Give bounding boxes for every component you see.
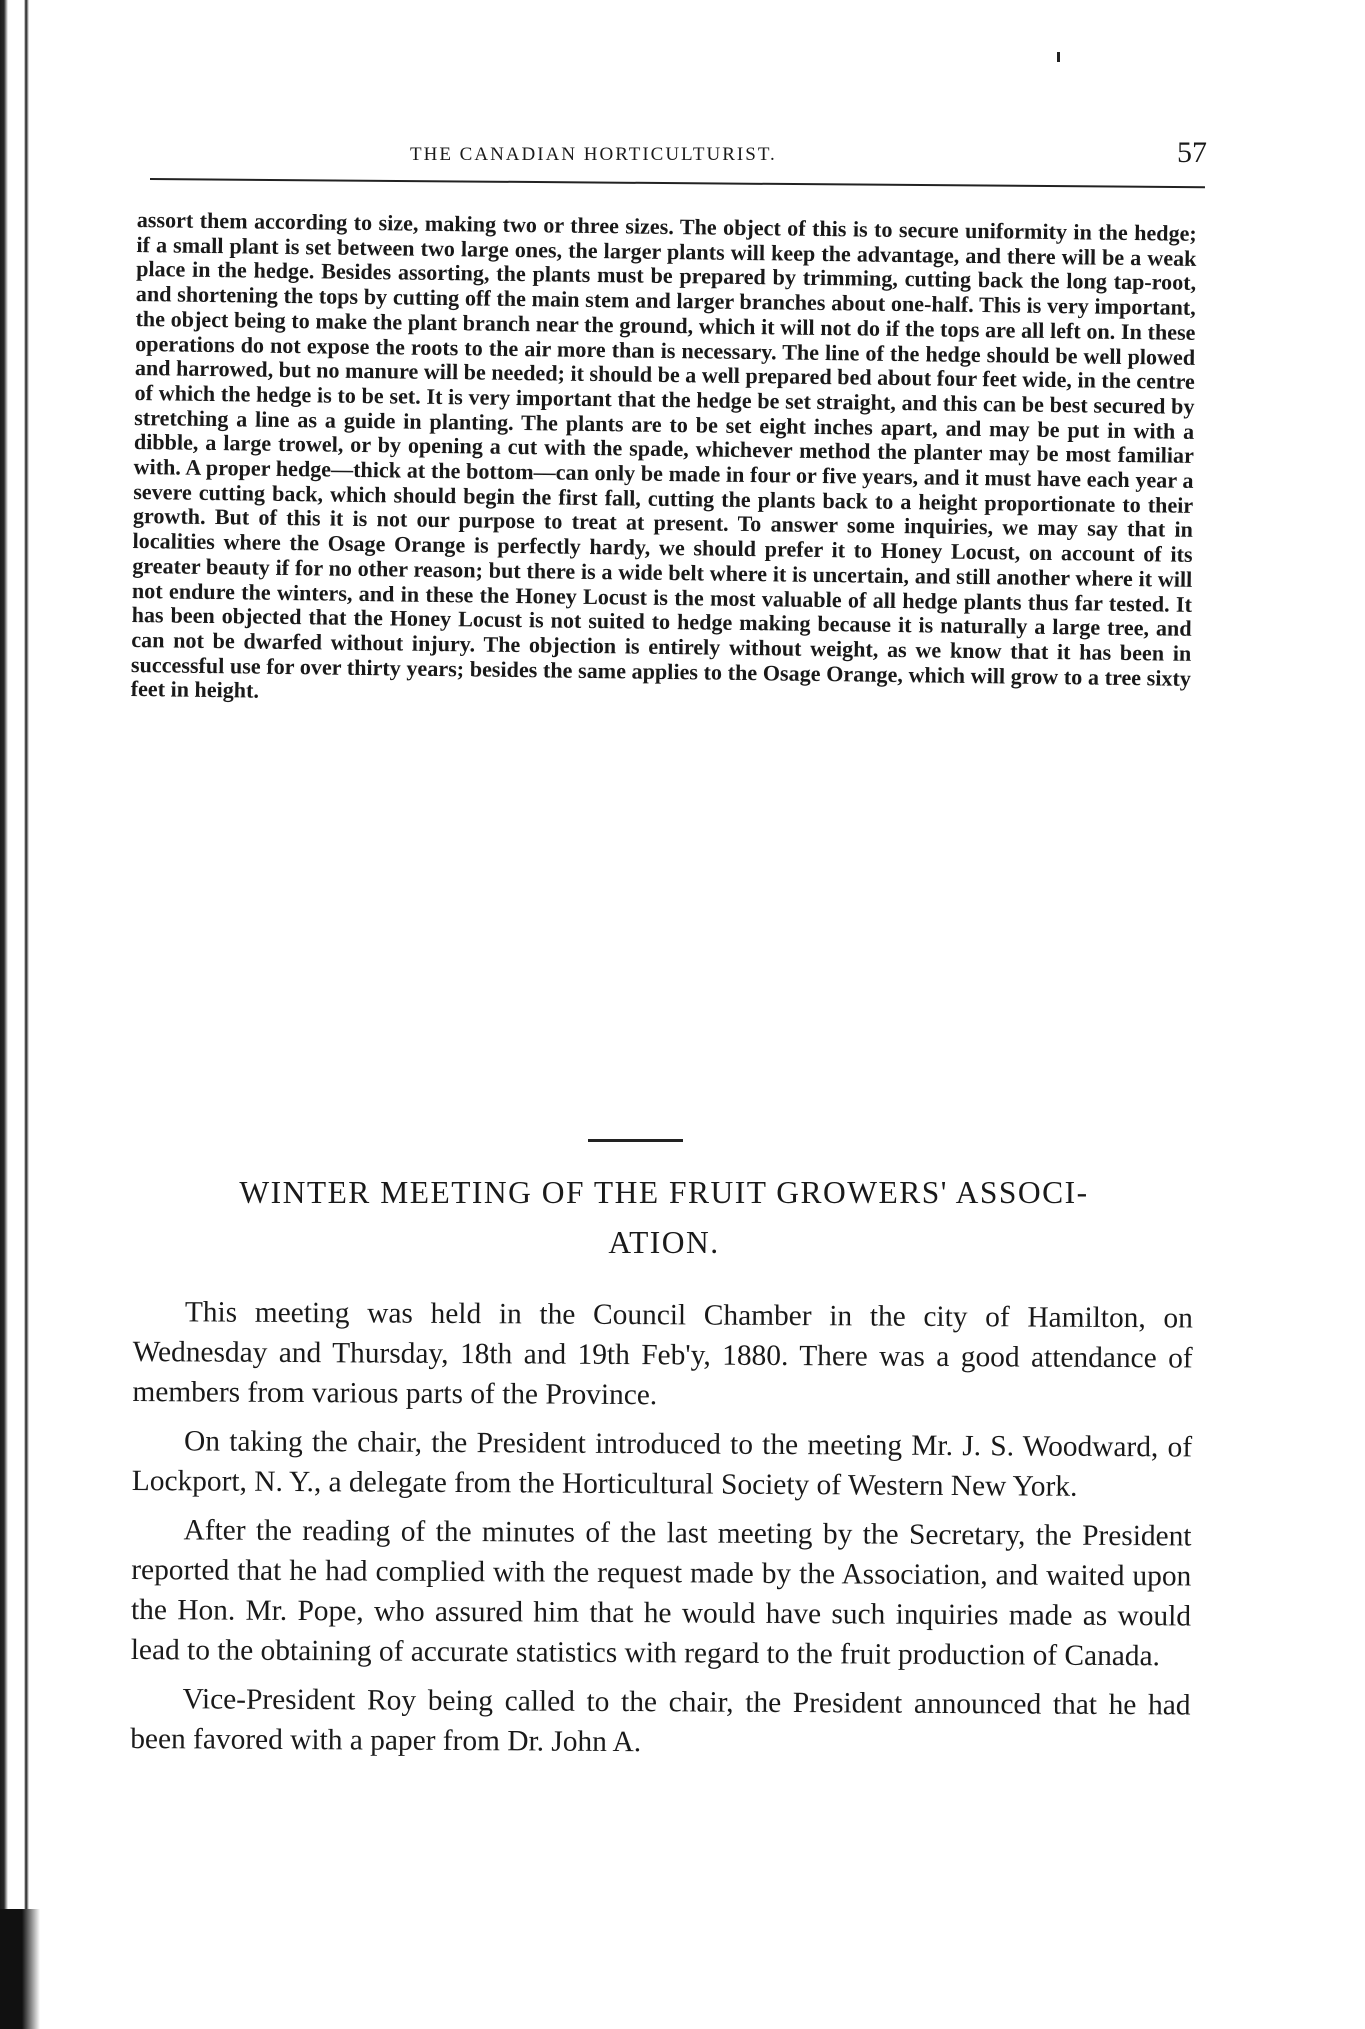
running-head: [145, 136, 1207, 176]
header-rule: [150, 178, 1205, 188]
print-mark: [1057, 52, 1060, 62]
section-heading-line-1: WINTER MEETING OF THE FRUIT GROWERS' ASSOCI-: [239, 1175, 1089, 1210]
continued-article: [131, 208, 1197, 716]
section-paragraph-2: On taking the chair, the President introduced to the meeting Mr. J. S. Woodward, of Lockport, N. Y., a delegate from the Horticultural Society of Western New York.: [131, 1425, 1193, 1503]
section-paragraph-4: Vice-President Roy being called to the chair, the President announced that he had been favored with a paper from Dr. John A.: [130, 1683, 1191, 1759]
section-divider: [588, 1139, 683, 1142]
running-title: THE CANADIAN HORTICULTURIST.: [410, 144, 777, 165]
section-heading: [133, 1168, 1195, 1268]
section-paragraph-3: After the reading of the minutes of the last meeting by the Secretary, the President reported that he had complied with the request made by the Association, and waited upon the Hon. Mr. Pope, who assured him that he would have such inquiries made as would lead to the obtaining of accurate statistics with regard to the fruit production of Canada.: [130, 1514, 1192, 1673]
section-body: [130, 1292, 1193, 1765]
section-paragraph-1: This meeting was held in the Council Chamber in the city of Hamilton, on Wednesday and Thursday, 18th and 19th Feb'y, 1880. There was a good attendance of members from various parts of the Province.: [132, 1296, 1193, 1412]
section-heading-line-2: ATION.: [608, 1225, 720, 1260]
page-binding-shadow: [0, 1909, 40, 2029]
continued-paragraph: assort them according to size, making two or three sizes. The object of this is to secure uniformity in the hedge; if a small plant is set between two large ones, the larger plants will keep the advantage, and there will be a weak place in the hedge. Besides assorting, the plants must be prepared by trimming, cutting back the long tap-root, and shortening the tops by cutting off the main stem and larger branches about one-half. This is very important, the object being to make the plant branch near the ground, which it will not do if the tops are all left on. In these operations do not expose the roots to the air more than is necessary. The line of the hedge should be well plowed and harrowed, but no manure will be needed; it should be a well prepared bed about four feet wide, in the centre of which the hedge is to be set. It is very important that the hedge be set straight, and this can be best secured by stretching a line as a guide in planting. The plants are to be set eight inches apart, and may be put in with a dibble, a large trowel, or by opening a cut with the spade, whichever method the planter may be most familiar with. A proper hedge—thick at the bottom—can only be made in four or five years, and it must have each year a severe cutting back, which should begin the first fall, cutting the plants back to a height proportionate to their growth. But of this it is not our purpose to treat at present. To answer some inquiries, we may say that in localities where the Osage Orange is perfectly hardy, we should prefer it to Honey Locust, on account of its greater beauty if for no other reason; but there is a wide belt where it is uncertain, and still another where it will not endure the winters, and in these the Honey Locust is the most valuable of all hedge plants thus far tested. It has been objected that the Honey Locust is not suited to hedge making because it is naturally a large tree, and can not be dwarfed without injury. The objection is entirely without weight, as we know that it has been in successful use for over thirty years; besides the same applies to the Osage Orange, which will grow to a tree sixty feet in height.: [130, 207, 1197, 703]
page-number: 57: [1177, 136, 1207, 169]
page-binding-edge: [0, 0, 36, 2029]
